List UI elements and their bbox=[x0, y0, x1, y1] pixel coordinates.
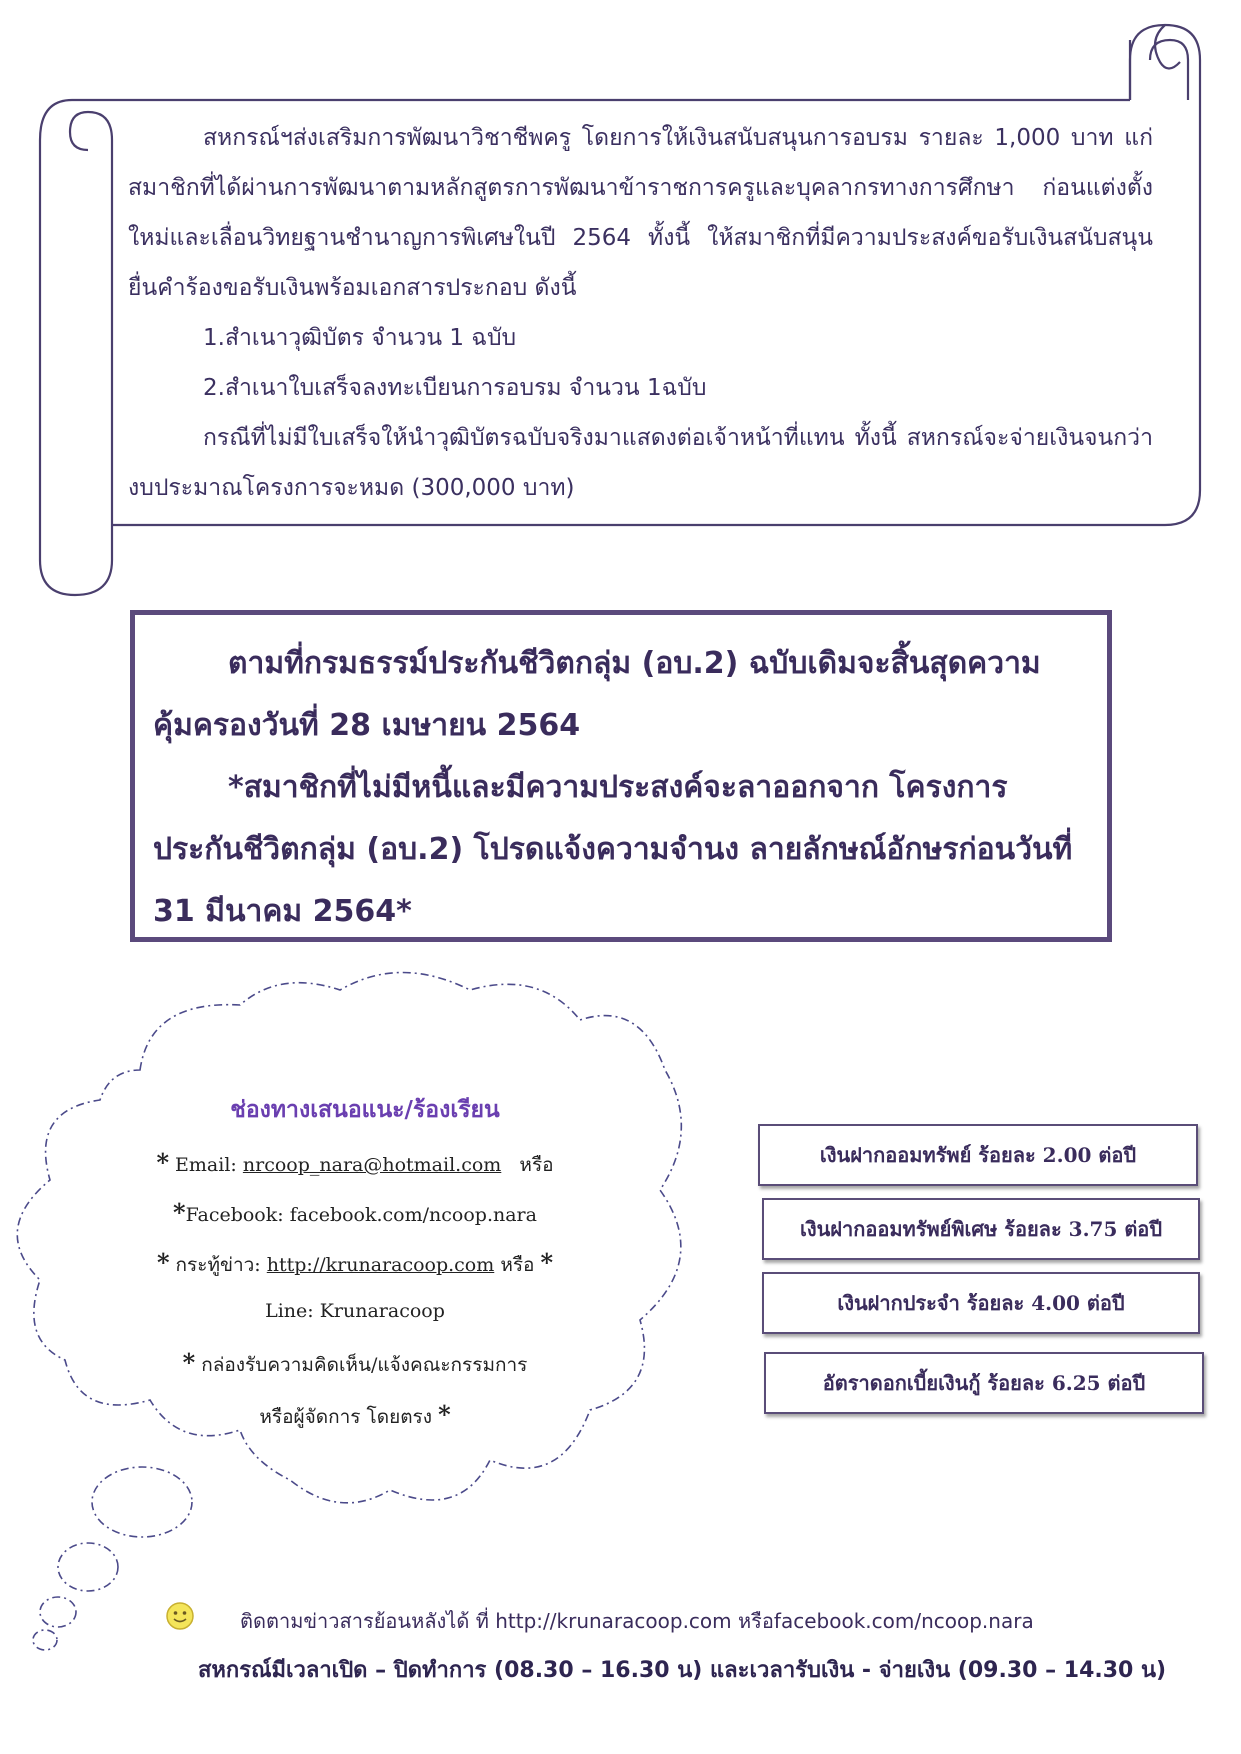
notice-paragraph-1: ตามที่กรมธรรม์ประกันชีวิตกลุ่ม (อบ.2) ฉบับเดิมจะสิ้นสุดความคุ้มครองวันที่ 28 เมษายน 2564 bbox=[153, 646, 1041, 743]
scroll-paragraph-1: สหกรณ์ฯส่งเสริมการพัฒนาวิชาชีพครู โดยการให้เงินสนับสนุนการอบรม รายละ 1,000 บาท แก่สมาชิกที่ได้ผ่านการพัฒนาตามหลักสูตรการพัฒนาข้าราชการครูและบุคลากรทางการศึกษา ก่อนแต่งตั้งใหม่และเลื่อนวิทยฐานชำนาญการพิเศษในปี 2564 ทั้งนี้ ให้สมาชิกที่มีความประสงค์ขอรับเงินสนับสนุนยื่นคำร้องขอรับเงินพร้อมเอกสารประกอบ ดังนี้ bbox=[128, 125, 1153, 301]
follow-news-text: ติดตามข่าวสารย้อนหลังได้ ที่ http://krunaracoop.com หรือfacebook.com/ncoop.nara bbox=[240, 1609, 1034, 1633]
line-contact: Line: Krunaracoop bbox=[265, 1300, 445, 1322]
scroll-item-1: 1.สำเนาวุฒิบัตร จำนวน 1 ฉบับ bbox=[203, 325, 517, 351]
facebook-text: Facebook: facebook.com/ncoop.nara bbox=[185, 1204, 537, 1226]
email-line: * Email: nrcoop_nara@hotmail.com หรือ bbox=[156, 1148, 554, 1177]
scroll-content bbox=[128, 113, 1153, 513]
facebook-line: *Facebook: facebook.com/ncoop.nara bbox=[173, 1198, 537, 1227]
news-line: * กระทู้ข่าว: http://krunaracoop.com หรือ * bbox=[156, 1248, 554, 1277]
manager-line: หรือผู้จัดการ โดยตรง * bbox=[259, 1400, 451, 1429]
office-hours-text: สหกรณ์มีเวลาเปิด – ปิดทำการ (08.30 – 16.30 น) และเวลารับเงิน - จ่ายเงิน (09.30 – 14.30 น) bbox=[198, 1658, 1167, 1683]
email-link[interactable]: nrcoop_nara@hotmail.com bbox=[242, 1154, 502, 1176]
rate-loan-interest: อัตราดอกเบี้ยเงินกู้ ร้อยละ 6.25 ต่อปี bbox=[764, 1352, 1204, 1414]
scroll-paragraph-2: กรณีที่ไม่มีใบเสร็จให้นำวุฒิบัตรฉบับจริงมาแสดงต่อเจ้าหน้าที่แทน ทั้งนี้ สหกรณ์จะจ่ายเงินจนกว่างบประมาณโครงการจะหมด (300,000 บาท) bbox=[128, 425, 1153, 501]
news-link[interactable]: http://krunaracoop.com bbox=[266, 1254, 495, 1276]
rate-fixed-deposit: เงินฝากประจำ ร้อยละ 4.00 ต่อปี bbox=[762, 1272, 1200, 1334]
rate-savings: เงินฝากออมทรัพย์ ร้อยละ 2.00 ต่อปี bbox=[758, 1124, 1198, 1186]
smiley-icon bbox=[165, 1601, 195, 1631]
insurance-notice-box bbox=[130, 610, 1112, 942]
scroll-item-2: 2.สำเนาใบเสร็จลงทะเบียนการอบรม จำนวน 1ฉบับ bbox=[203, 375, 707, 401]
feedback-channels-title: ช่องทางเสนอแนะ/ร้องเรียน bbox=[230, 1096, 500, 1123]
notice-paragraph-2: *สมาชิกที่ไม่มีหนี้และมีความประสงค์จะลาออกจาก โครงการประกันชีวิตกลุ่ม (อบ.2) โปรดแจ้งความจำนง ลายลักษณ์อักษรก่อนวันที่ 31 มีนาคม 2564* bbox=[153, 770, 1073, 929]
comment-box-line: * กล่องรับความคิดเห็น/แจ้งคณะกรรมการ bbox=[182, 1348, 528, 1377]
rate-special-savings: เงินฝากออมทรัพย์พิเศษ ร้อยละ 3.75 ต่อปี bbox=[762, 1198, 1200, 1260]
